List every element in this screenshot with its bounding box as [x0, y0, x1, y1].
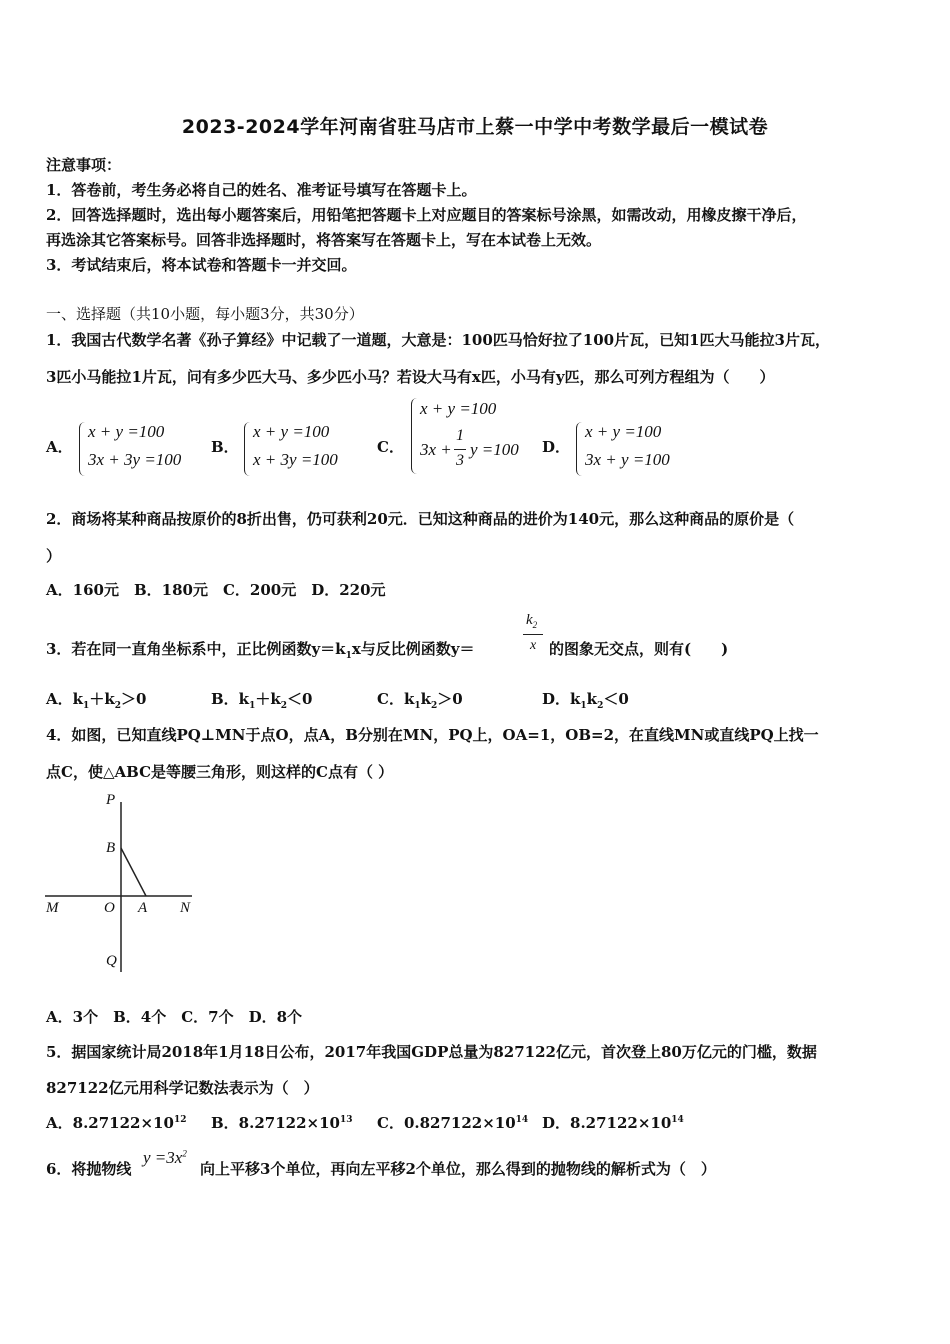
fraction-bar	[523, 634, 543, 635]
option-text: ＋k	[89, 690, 115, 708]
q3-option-a	[46, 688, 146, 711]
equation: x + y =100	[585, 422, 662, 441]
q6-equation	[143, 1148, 187, 1168]
equation-part: 3x +	[420, 440, 452, 459]
geometry-figure	[40, 790, 200, 980]
q5-stem-line2: 827122亿元用科学记数法表示为（ ）	[46, 1079, 319, 1097]
subscript: 2	[431, 701, 438, 711]
equation-system	[253, 418, 338, 474]
equation-system	[585, 418, 670, 474]
label-o: O	[104, 900, 115, 916]
subscript: 1	[580, 701, 587, 711]
subscript: 1	[345, 651, 352, 661]
option-text: C．0.827122×10	[377, 1114, 516, 1132]
equation: x + y =100	[420, 399, 497, 418]
label-n: N	[180, 900, 191, 916]
q5-option-a	[46, 1112, 186, 1133]
option-label: D．	[542, 438, 571, 456]
q3-text-a: 3．若在同一直角坐标系中，正比例函数y＝k	[46, 640, 346, 658]
q3-text-c: 的图象无交点，则有( )	[549, 640, 729, 658]
fraction-numerator: 1	[456, 427, 464, 444]
subscript: 1	[249, 701, 256, 711]
option-label: C．	[377, 438, 404, 456]
label-b: B	[106, 840, 116, 856]
q3-option-c	[377, 688, 463, 711]
option-text: ＋k	[255, 690, 281, 708]
label-a: A	[138, 900, 148, 916]
q2-stem-line2: ）	[46, 547, 62, 565]
subscript: 1	[414, 701, 421, 711]
option-text: D．8.27122×10	[542, 1114, 672, 1132]
exponent: 12	[173, 1115, 187, 1125]
equation-system	[88, 418, 181, 474]
q4-options: A．3个 B．4个 C．7个 D．8个	[46, 1008, 303, 1026]
fraction-numerator: k	[526, 612, 533, 628]
option-text: C．k	[377, 690, 415, 708]
exponent: 14	[671, 1115, 684, 1125]
brace	[411, 398, 418, 474]
q1-stem-line2: 3匹小马能拉1片瓦，问有多少匹大马、多少匹小马？若设大马有x匹，小马有y匹，那么可列方程组为（ ）	[46, 368, 775, 386]
option-text: ＜0	[603, 690, 629, 708]
brace	[79, 422, 86, 476]
q5-option-d	[542, 1112, 684, 1133]
q2-options: A．160元 B．180元 C．200元 D．220元	[46, 581, 386, 599]
equation: x + y =100	[88, 422, 165, 441]
note-item: 1．答卷前，考生务必将自己的姓名、准考证号填写在答题卡上。	[46, 181, 477, 199]
option-label: A．	[46, 438, 73, 456]
exponent: 2	[182, 1148, 187, 1159]
option-text: D．k	[542, 690, 581, 708]
subscript: 2	[280, 701, 288, 711]
q5-option-c	[377, 1112, 528, 1133]
subscript: 2	[114, 701, 121, 711]
option-text: k	[586, 690, 598, 708]
exponent: 13	[339, 1115, 353, 1125]
option-text: k	[420, 690, 432, 708]
option-text: A．k	[46, 690, 84, 708]
equation: 3x + 3y =100	[88, 450, 182, 469]
q2-stem-line1: 2．商场将某种商品按原价的8折出售，仍可获利20元．已知这种商品的进价为140元，那么这种商品的原价是（	[46, 510, 795, 528]
q5-option-b	[211, 1112, 353, 1133]
label-p: P	[106, 792, 116, 808]
page-title: 2023-2024学年河南省驻马店市上蔡一中学中考数学最后一模试卷	[181, 116, 769, 138]
q3-option-b	[211, 688, 312, 711]
subscript: 2	[532, 620, 538, 630]
brace	[576, 422, 583, 476]
fraction-bar	[454, 449, 466, 450]
label-q: Q	[106, 953, 117, 969]
q3-option-d	[542, 688, 629, 711]
option-text: ＞0	[120, 690, 147, 708]
fraction-denominator: 3	[456, 452, 464, 469]
q3-text-b: x与反比例函数y＝	[351, 640, 475, 658]
label-m: M	[46, 900, 59, 916]
equation: x + 3y =100	[253, 450, 338, 469]
exponent: 14	[515, 1115, 529, 1125]
note-item: 再选涂其它答案标号。回答非选择题时，将答案写在答题卡上，写在本试卷上无效。	[46, 231, 602, 249]
option-text: A．8.27122×10	[46, 1114, 174, 1132]
q1-stem-line1: 1．我国古代数学名著《孙子算经》中记载了一道题，大意是：100匹马恰好拉了100片瓦，已知1匹大马能拉3片瓦，	[46, 331, 830, 349]
equation-part: y =100	[470, 440, 519, 459]
section-heading: 一、选择题（共10小题，每小题3分，共30分）	[46, 305, 364, 323]
option-text: ＜0	[287, 690, 313, 708]
option-label: B．	[211, 438, 239, 456]
option-text: B．8.27122×10	[211, 1114, 340, 1132]
segment-ab	[121, 848, 146, 896]
option-text: B．k	[211, 690, 250, 708]
notes-heading: 注意事项：	[46, 156, 122, 174]
option-text: ＞0	[437, 690, 463, 708]
q3-stem	[46, 638, 475, 661]
subscript: 1	[83, 701, 90, 711]
note-item: 2．回答选择题时，选出每小题答案后，用铅笔把答题卡上对应题目的答案标号涂黑，如需改动，用橡皮擦干净后，	[46, 206, 807, 224]
q6-text-a: 6．将抛物线	[46, 1160, 132, 1178]
brace	[244, 422, 251, 476]
fraction-denominator: x	[530, 638, 537, 653]
q3-fraction-numerator	[526, 612, 537, 630]
q4-stem-line2: 点C，使△ABC是等腰三角形，则这样的C点有（ ）	[46, 763, 394, 781]
note-item: 3．考试结束后，将本试卷和答题卡一并交回。	[46, 256, 357, 274]
q5-stem-line1: 5．据国家统计局2018年1月18日公布，2017年我国GDP总量为827122亿元，首次登上80万亿元的门槛，数据	[46, 1043, 817, 1061]
equation: 3x + y =100	[585, 450, 670, 469]
q4-stem-line1: 4．如图，已知直线PQ⊥MN于点O，点A，B分别在MN，PQ上，OA=1，OB=2，在直线MN或直线PQ上找一	[46, 726, 819, 744]
equation: y =3x	[143, 1148, 183, 1167]
q6-text-b: 向上平移3个单位，再向左平移2个单位，那么得到的抛物线的解析式为（ ）	[200, 1160, 716, 1178]
subscript: 2	[597, 701, 604, 711]
equation: x + y =100	[253, 422, 330, 441]
